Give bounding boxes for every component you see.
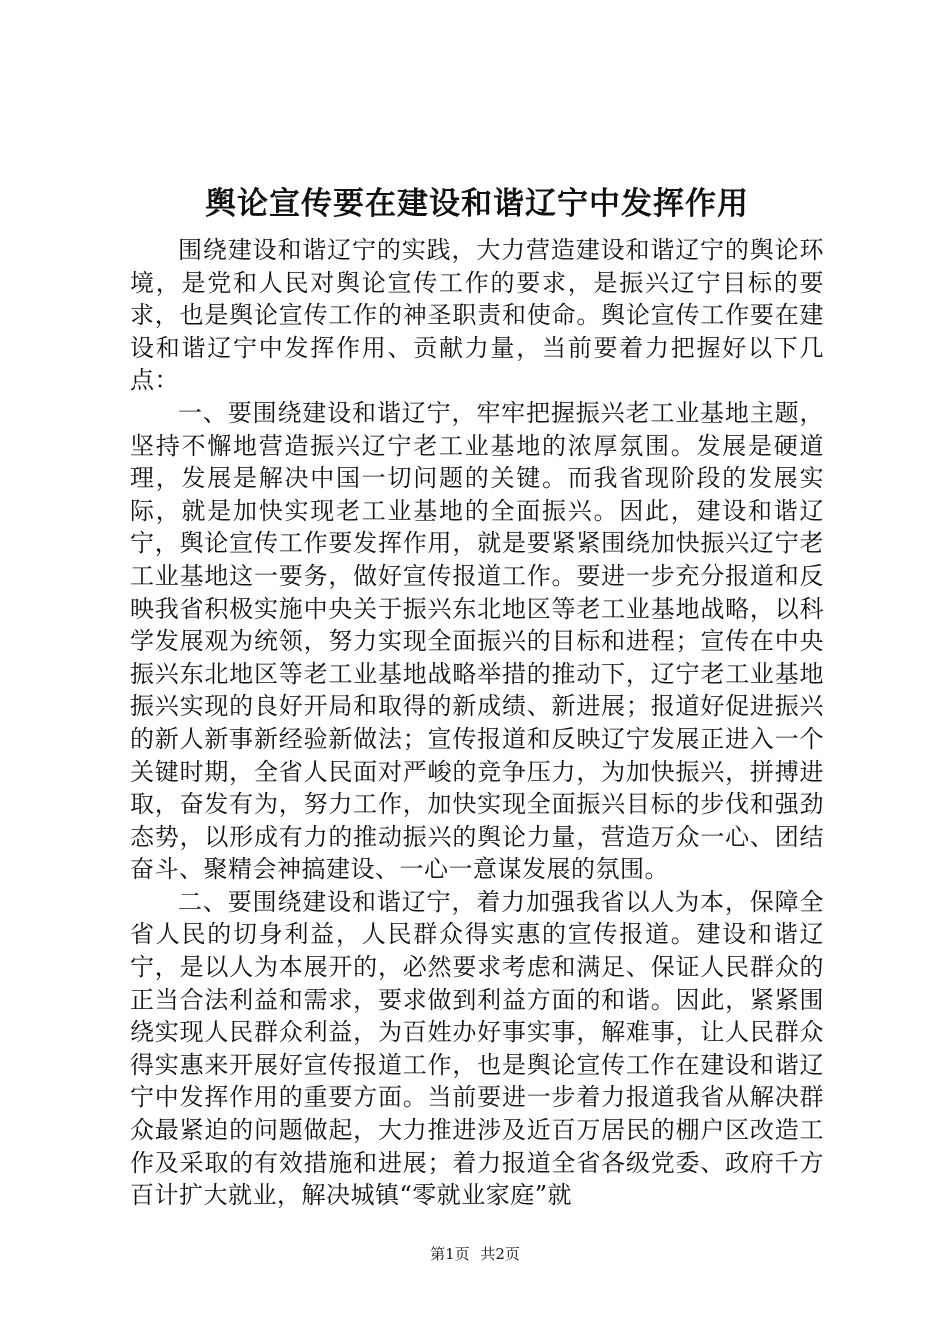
page-footer [0, 1244, 950, 1264]
paragraph-section-one: 一、要围绕建设和谐辽宁，牢牢把握振兴老工业基地主题，坚持不懈地营造振兴辽宁老工业基地的浓厚氛围。发展是硬道理，发展是解决中国一切问题的关键。而我省现阶段的发展实际，就是加快实现老工业基地的全面振兴。因此，建设和谐辽宁，舆论宣传工作要发挥作用，就是要紧紧围绕加快振兴辽宁老工业基地这一要务，做好宣传报道工作。要进一步充分报道和反映我省积极实施中央关于振兴东北地区等老工业基地战略，以科学发展观为统领，努力实现全面振兴的目标和进程；宣传在中央振兴东北地区等老工业基地战略举措的推动下，辽宁老工业基地振兴实现的良好开局和取得的新成绩、新进展；报道好促进振兴的新人新事新经验新做法；宣传报道和反映辽宁发展正进入一个关键时期，全省人民面对严峻的竞争压力，为加快振兴，拼搏进取，奋发有为，努力工作，加快实现全面振兴目标的步伐和强劲态势，以形成有力的推动振兴的舆论力量，营造万众一心、团结奋斗、聚精会神搞建设、一心一意谋发展的氛围。 [130, 398, 824, 884]
document-title: 舆论宣传要在建设和谐辽宁中发挥作用 [205, 186, 749, 222]
paragraph-intro: 围绕建设和谐辽宁的实践，大力营造建设和谐辽宁的舆论环境，是党和人民对舆论宣传工作的要求，是振兴辽宁目标的要求，也是舆论宣传工作的神圣职责和使命。舆论宣传工作要在建设和谐辽宁中发挥作用、贡献力量，当前要着力把握好以下几点： [130, 236, 824, 395]
document-body [130, 234, 824, 1212]
paragraph-section-two: 二、要围绕建设和谐辽宁，着力加强我省以人为本，保障全省人民的切身利益，人民群众得实惠的宣传报道。建设和谐辽宁，是以人为本展开的，必然要求考虑和满足、保证人民群众的正当合法利益和需求，要求做到利益方面的和谐。因此，紧紧围绕实现人民群众利益，为百姓办好事实事，解难事，让人民群众得实惠来开展好宣传报道工作，也是舆论宣传工作在建设和谐辽宁中发挥作用的重要方面。当前要进一步着力报道我省从解决群众最紧迫的问题做起，大力推进涉及近百万居民的棚户区改造工作及采取的有效措施和进展；着力报道全省各级党委、政府千方百计扩大就业，解决城镇“零就业家庭”就 [130, 887, 824, 1210]
page-total: 共2页 [480, 1245, 520, 1263]
page-number: 第1页 [430, 1245, 470, 1263]
